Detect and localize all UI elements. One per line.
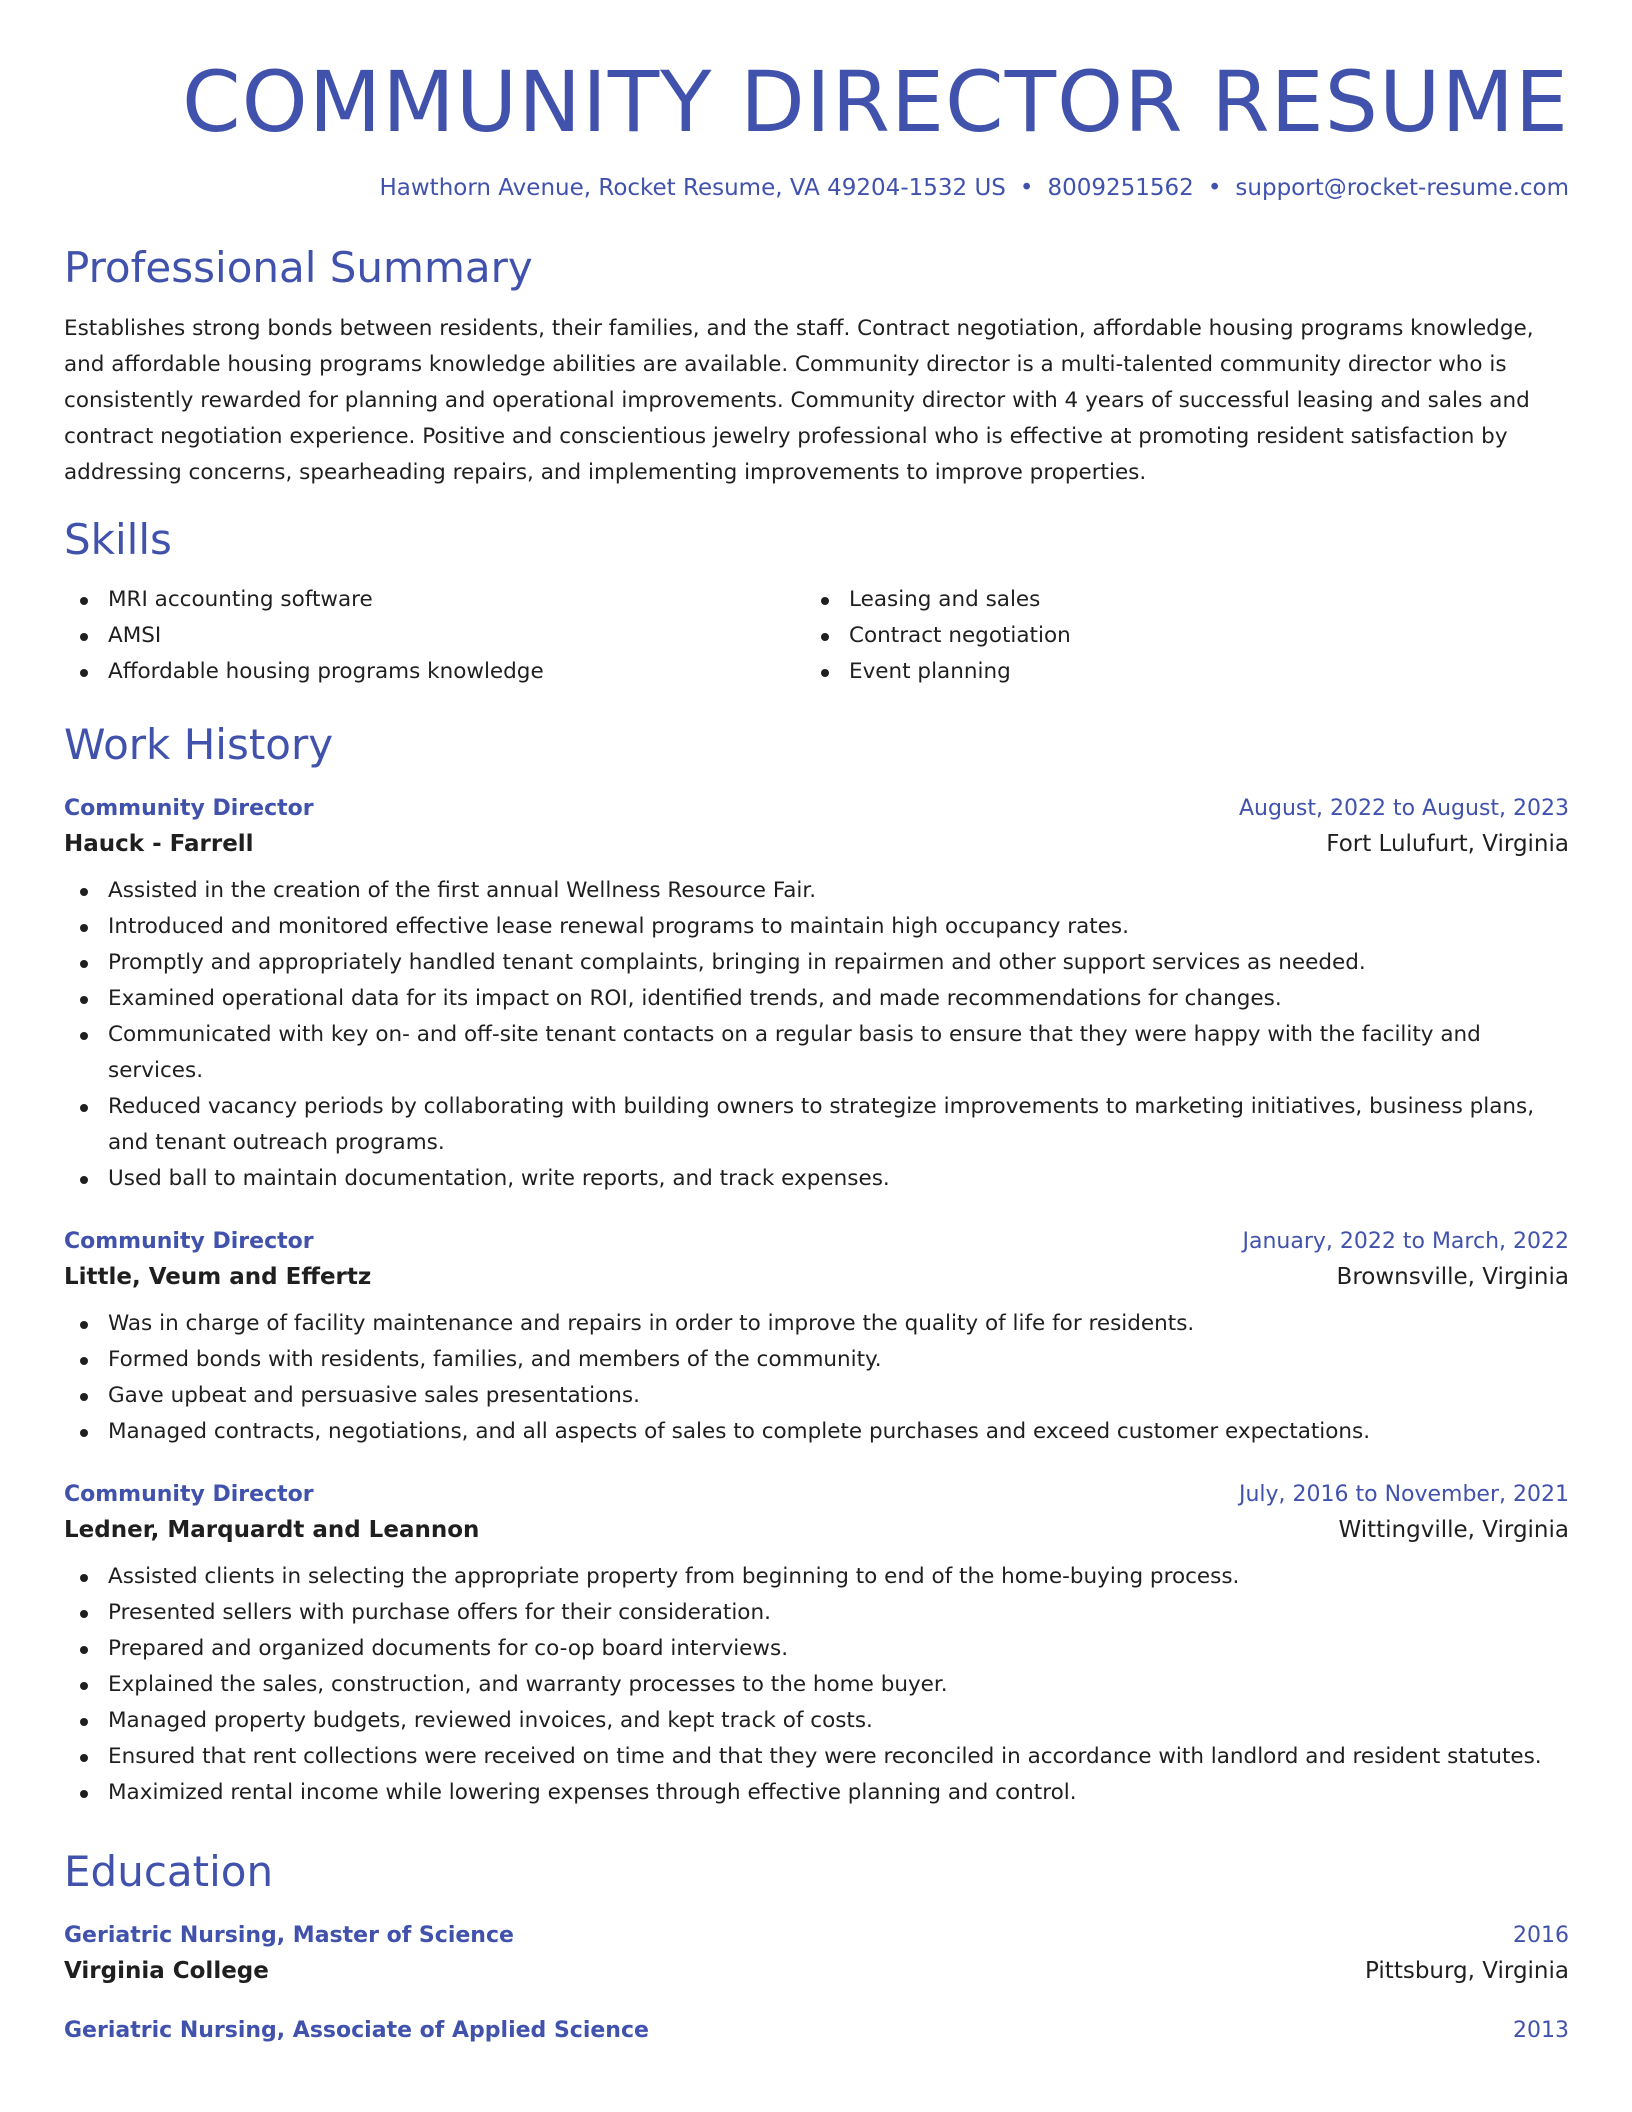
graduation-year: 2013: [1513, 2018, 1569, 2044]
job-dates: July, 2016 to November, 2021: [1238, 1481, 1569, 1507]
contact-email[interactable]: support@rocket-resume.com: [1235, 174, 1569, 201]
graduation-year: 2016: [1513, 1923, 1569, 1949]
skills-column-left: [64, 582, 805, 690]
school-name: Virginia College: [64, 1958, 269, 1985]
job-title: Community Director: [64, 1481, 314, 1507]
contact-separator: •: [1019, 174, 1034, 201]
job-bullet: Explained the sales, construction, and warranty processes to the home buyer.: [64, 1667, 1569, 1703]
employer-name: Little, Veum and Effertz: [64, 1263, 372, 1290]
school-location: Pittsburg, Virginia: [1365, 1958, 1569, 1985]
job-bullet: Managed property budgets, reviewed invoices, and kept track of costs.: [64, 1703, 1569, 1739]
job-bullet: Introduced and monitored effective lease renewal programs to maintain high occupancy rates.: [64, 909, 1569, 945]
job-bullets: [64, 1306, 1569, 1450]
degree-title: Geriatric Nursing, Associate of Applied Science: [64, 2018, 649, 2044]
skill-item: Event planning: [805, 654, 1546, 690]
job-bullet: Promptly and appropriately handled tenant complaints, bringing in repairmen and other support services as needed.: [64, 945, 1569, 981]
skill-item: MRI accounting software: [64, 582, 805, 618]
job-bullet: Managed contracts, negotiations, and all aspects of sales to complete purchases and exceed customer expectations.: [64, 1414, 1569, 1450]
job-entry: [64, 1482, 1569, 1811]
skill-item: AMSI: [64, 618, 805, 654]
job-bullet: Communicated with key on- and off-site tenant contacts on a regular basis to ensure that they were happy with the facility and services.: [64, 1017, 1569, 1089]
employer-name: Hauck - Farrell: [64, 830, 254, 857]
contact-line: [64, 175, 1569, 201]
job-bullet: Ensured that rent collections were received on time and that they were reconciled in accordance with landlord and resident statutes.: [64, 1739, 1569, 1775]
job-dates: August, 2022 to August, 2023: [1239, 795, 1569, 821]
degree-title: Geriatric Nursing, Master of Science: [64, 1923, 514, 1949]
job-dates: January, 2022 to March, 2022: [1242, 1228, 1569, 1254]
work-history-heading: Work History: [64, 719, 334, 769]
job-bullet: Assisted clients in selecting the appropriate property from beginning to end of the home-buying process.: [64, 1559, 1569, 1595]
resume-title: COMMUNITY DIRECTOR RESUME: [182, 53, 1569, 151]
job-entry: [64, 1229, 1569, 1450]
contact-address: Hawthorn Avenue, Rocket Resume, VA 49204-1532 US: [379, 174, 1006, 201]
skill-item: Leasing and sales: [805, 582, 1546, 618]
skill-item: Affordable housing programs knowledge: [64, 654, 805, 690]
job-location: Fort Lulufurt, Virginia: [1326, 830, 1569, 857]
job-location: Brownsville, Virginia: [1336, 1263, 1569, 1290]
skills-heading: Skills: [64, 515, 172, 565]
job-entry: [64, 796, 1569, 1197]
job-bullets: [64, 1559, 1569, 1811]
job-bullet: Was in charge of facility maintenance and repairs in order to improve the quality of life for residents.: [64, 1306, 1569, 1342]
job-location: Wittingville, Virginia: [1338, 1516, 1569, 1543]
employer-name: Ledner, Marquardt and Leannon: [64, 1516, 480, 1543]
summary-heading: Professional Summary: [64, 242, 533, 292]
job-bullet: Maximized rental income while lowering expenses through effective planning and control.: [64, 1775, 1569, 1811]
job-bullet: Used ball to maintain documentation, write reports, and track expenses.: [64, 1161, 1569, 1197]
job-title: Community Director: [64, 1228, 314, 1254]
job-bullets: [64, 873, 1569, 1197]
job-bullet: Assisted in the creation of the first annual Wellness Resource Fair.: [64, 873, 1569, 909]
contact-phone: 8009251562: [1047, 174, 1194, 201]
skills-column-right: [805, 582, 1546, 690]
job-bullet: Prepared and organized documents for co-op board interviews.: [64, 1631, 1569, 1667]
job-bullet: Reduced vacancy periods by collaborating with building owners to strategize improvements to marketing initiatives, business plans, and tenant outreach programs.: [64, 1089, 1569, 1161]
education-entry: [64, 2018, 1569, 2043]
skills-list: [64, 582, 1569, 690]
job-bullet: Examined operational data for its impact on ROI, identified trends, and made recommendations for changes.: [64, 981, 1569, 1017]
job-bullet: Presented sellers with purchase offers for their consideration.: [64, 1595, 1569, 1631]
skill-item: Contract negotiation: [805, 618, 1546, 654]
job-bullet: Formed bonds with residents, families, and members of the community.: [64, 1342, 1569, 1378]
summary-text: Establishes strong bonds between residents, their families, and the staff. Contract negotiation, affordable housing programs knowledge, and affordable housing programs knowledge abilities are available. Community director is a multi-talented community director who is consistently rewarded for planning and operational improvements. Community director with 4 years of successful leasing and sales and contract negotiation experience. Positive and conscientious jewelry professional who is effective at promoting resident satisfaction by addressing concerns, spearheading repairs, and implementing improvements to improve properties.: [64, 316, 1534, 486]
contact-separator: •: [1207, 174, 1222, 201]
education-heading: Education: [64, 1846, 274, 1896]
job-bullet: Gave upbeat and persuasive sales presentations.: [64, 1378, 1569, 1414]
education-entry: [64, 1923, 1569, 1984]
job-title: Community Director: [64, 795, 314, 821]
